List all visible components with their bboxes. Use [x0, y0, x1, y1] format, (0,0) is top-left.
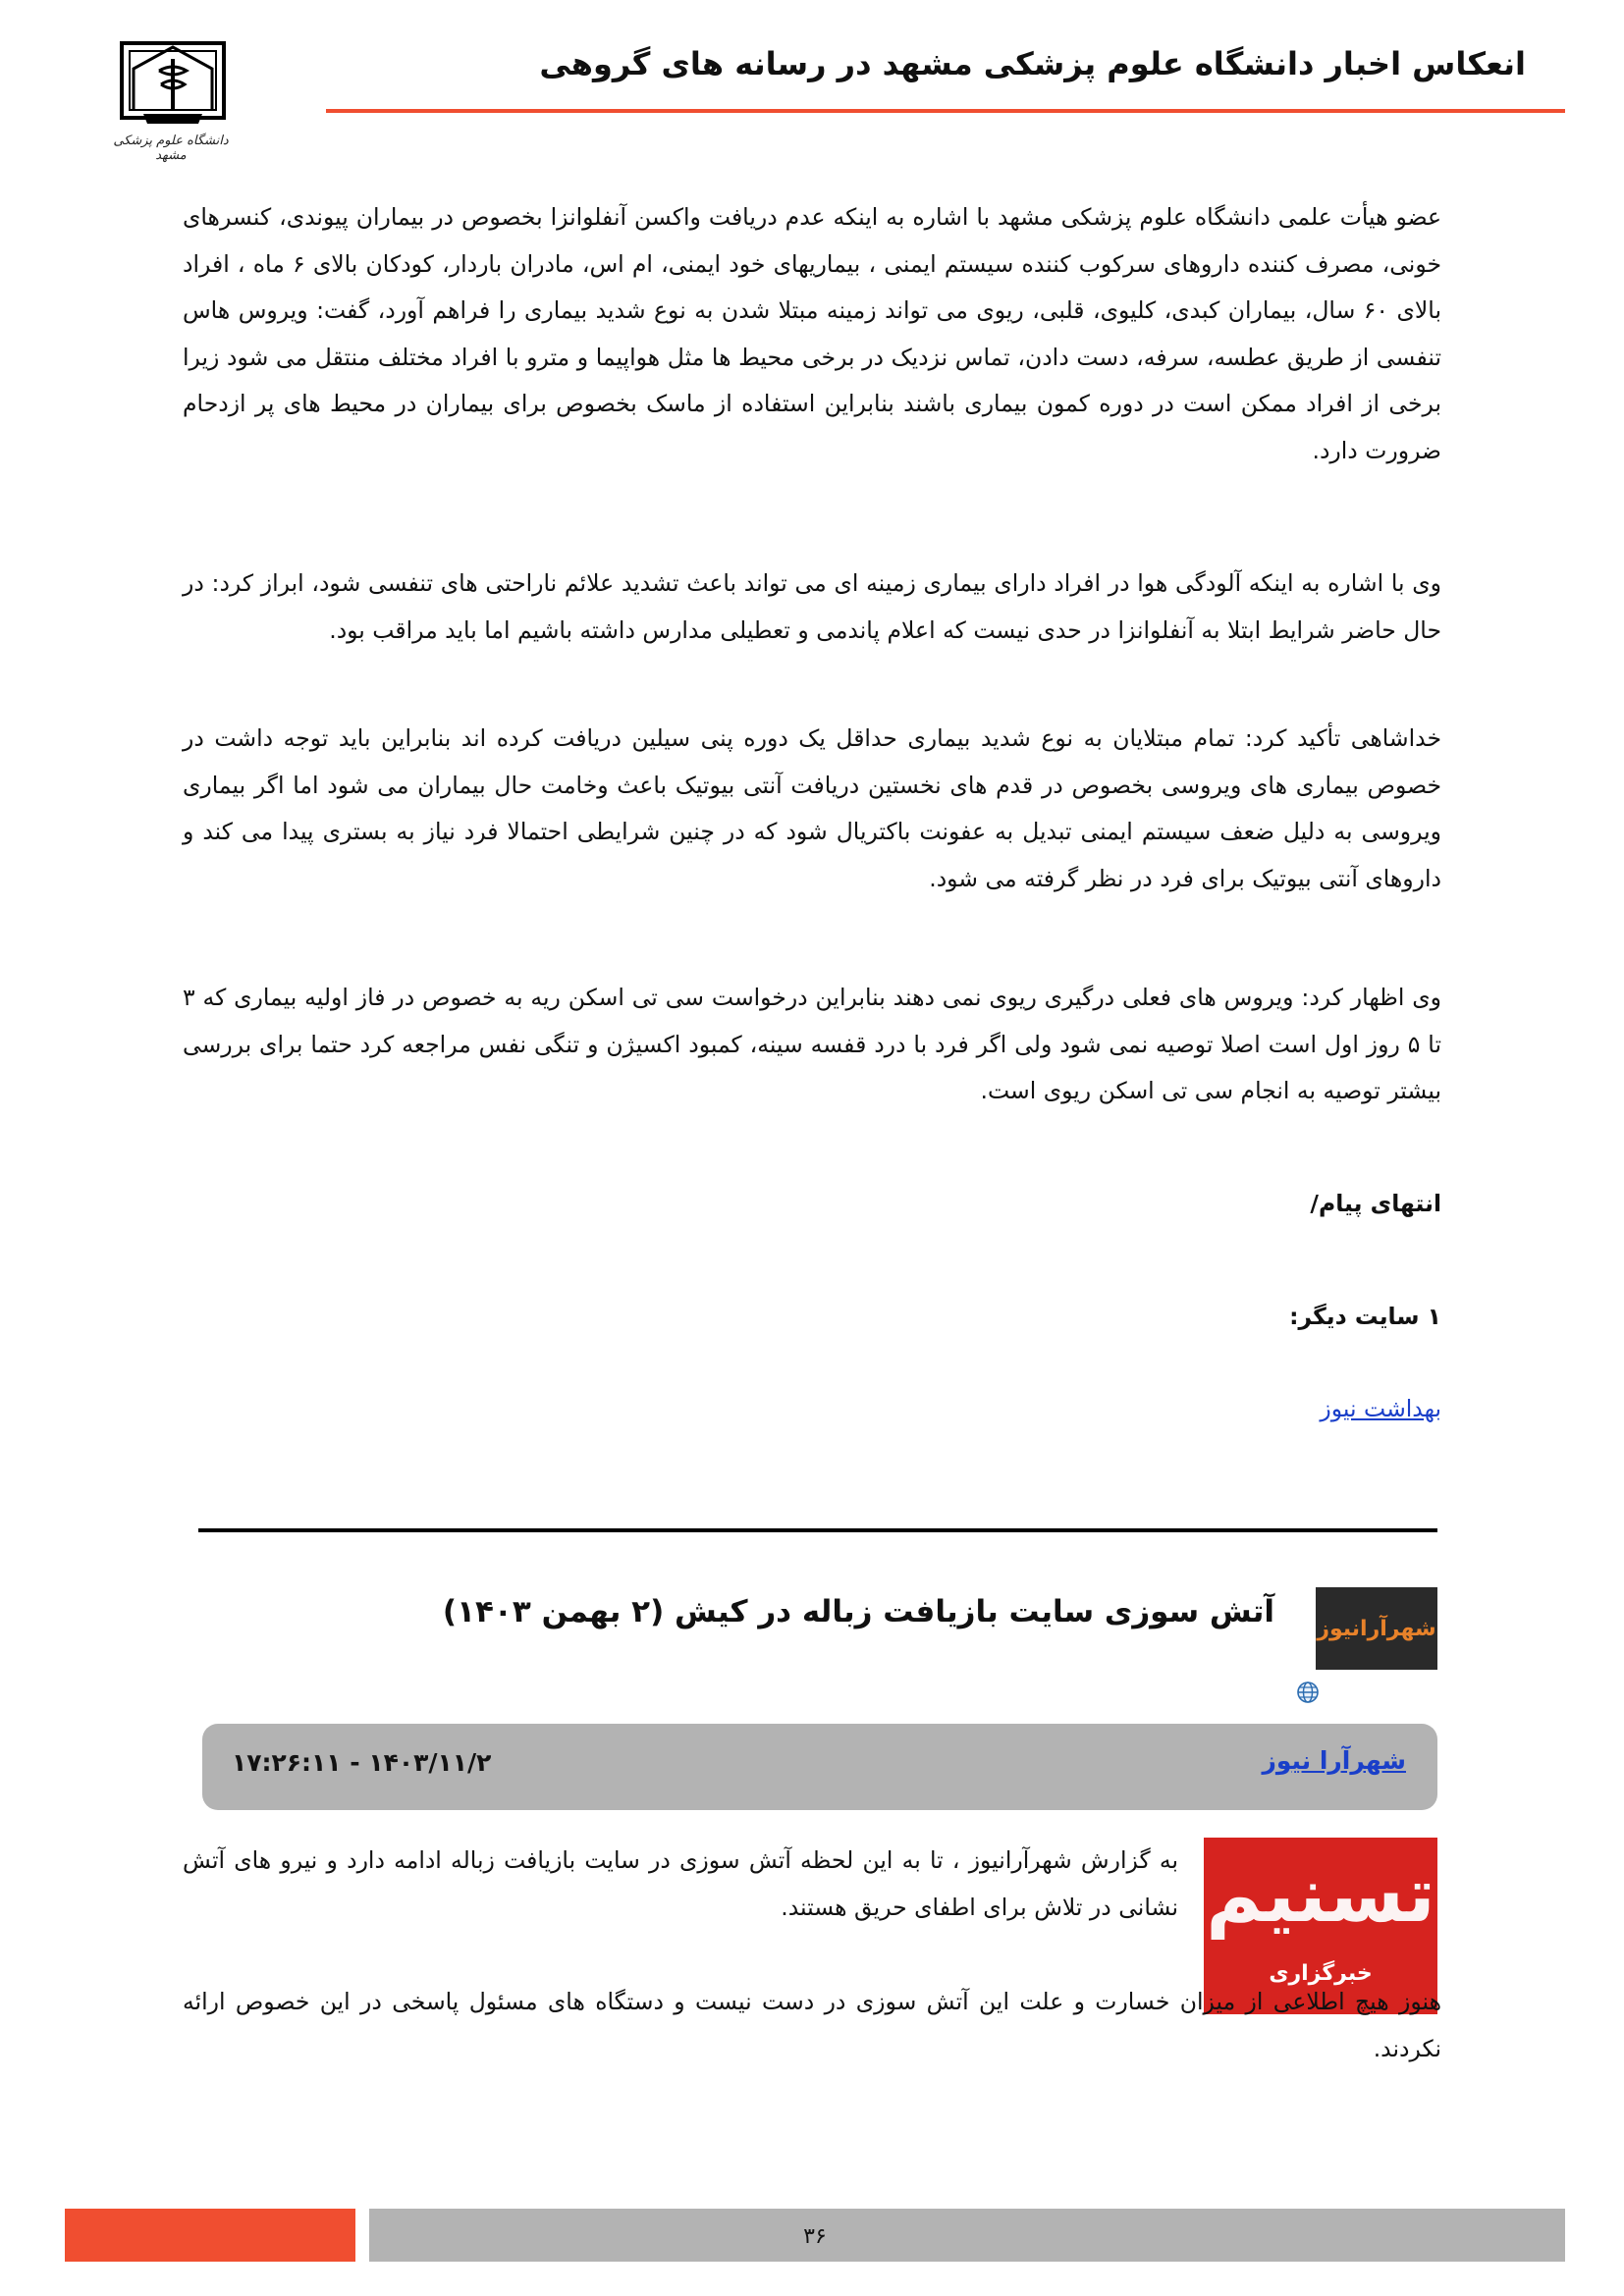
- news-source-link[interactable]: شهرآرا نیوز: [1262, 1746, 1406, 1775]
- paragraph-text: عضو هیأت علمی دانشگاه علوم پزشکی مشهد با اشاره به اینکه عدم دریافت واکسن آنفلوانزا بخصوص در بیماران پیوندی، کنسرهای خونی، مصرف کننده داروهای سرکوب کننده سیستم ایمنی ، بیماریهای خود ایمنی، ام اس، مادران باردار، کودکان بالای ۶ ماه ، افراد بالای ۶۰ سال، بیماران کبدی، کلیوی، قلبی، ریوی می تواند زمینه مبتلا شدن به نوع شدید بیماری را فراهم آورد، گفت: ویروس هاس تنفسی از طریق عطسه، سرفه، دست دادن، تماس نزدیک در برخی محیط ها مثل هواپیما و مترو با افراد مختلف منتقل می شود زیرا برخی از افراد ممکن است در دوره کمون بیماری باشند بنابراین استفاده از ماسک بخصوص برای بیماران در محیط های پر ازدحام ضرورت دارد.: [183, 203, 1441, 464]
- globe-icon[interactable]: [1296, 1681, 1320, 1704]
- news-source-logo: شهرآرانیوز: [1316, 1587, 1437, 1670]
- article-paragraph: [183, 1979, 1441, 2072]
- article-paragraph: [183, 716, 1441, 902]
- other-site-link[interactable]: بهداشت نیوز: [1320, 1395, 1441, 1422]
- article-paragraph: [183, 561, 1441, 654]
- footer-bar: [369, 2209, 1565, 2262]
- paragraph-text: خداشاهی تأکید کرد: تمام مبتلایان به نوع شدید بیماری حداقل یک دوره پنی سیلین دریافت کرده اند بنابراین باید توجه داشت در خصوص بیماری های ویروسی بخصوص در قدم های نخستین دریافت آنتی بیوتیک باعث وخامت حال بیماران می شود اما اگر بیماری ویروسی به دلیل ضعف سیستم ایمنی تبدیل به عفونت باکتریال شود که در چنین شرایطی احتمالا فرد نیاز به بستری پیدا می کند و داروهای آنتی بیوتیک برای فرد در نظر گرفته می شود.: [183, 724, 1441, 892]
- tasnim-logo-title: تسنیم: [1206, 1851, 1435, 1940]
- news-datetime: ۱۴۰۳/۱۱/۲ - ۱۷:۲۶:۱۱: [232, 1748, 492, 1777]
- section-divider: [198, 1528, 1437, 1532]
- tasnim-logo-subtitle: خبرگزاری: [1269, 1961, 1373, 1986]
- footer-accent-bar: [65, 2209, 355, 2262]
- article-paragraph: [183, 975, 1441, 1115]
- page-number: ۳۶: [803, 2224, 827, 2249]
- page-header-title: انعکاس اخبار دانشگاه علوم پزشکی مشهد در رسانه های گروهی: [539, 45, 1526, 82]
- paragraph-text: هنوز هیچ اطلاعی از میزان خسارت و علت این آتش سوزی در دست نیست و دستگاه های مسئول پاسخی در این خصوص ارائه نکردند.: [183, 1988, 1441, 2062]
- paragraph-text: به گزارش شهرآرانیوز ، تا به این لحظه آتش سوزی در سایت بازیافت زباله ادامه دارد و نیرو های آتش نشانی در تلاش برای اطفای حریق هستند.: [183, 1846, 1178, 1921]
- logo-caption: دانشگاه علوم پزشکی مشهد: [113, 133, 229, 163]
- article-paragraph: [183, 1838, 1178, 1931]
- news-title: آتش سوزی سایت بازیافت زباله در کیش (۲ بهمن ۱۴۰۳): [442, 1594, 1274, 1629]
- other-sites-label: ۱ سایت دیگر:: [1289, 1303, 1441, 1330]
- paragraph-text: وی اظهار کرد: ویروس های فعلی درگیری ریوی نمی دهند بنابراین درخواست سی تی اسکن ریه به خصوص در فاز اولیه بیماری که ۳ تا ۵ روز اول است اصلا توصیه نمی شود ولی اگر فرد با درد قفسه سینه، کمبود اکسیژن و تنگی نفس مراجعه کرد حتما برای بررسی بیشتر توصیه به انجام سی تی اسکن ریوی است.: [183, 984, 1441, 1105]
- header-divider: [326, 109, 1565, 113]
- paragraph-text: وی با اشاره به اینکه آلودگی هوا در افراد دارای بیماری زمینه ای می تواند باعث تشدید علائم ناراحتی های تنفسی شود، ابراز کرد: در حال حاضر شرایط ابتلا به آنفلوانزا در حدی نیست که اعلام پاندمی و تعطیلی مدارس داشته باشیم اما باید مراقب بود.: [183, 569, 1441, 644]
- article-paragraph: [183, 194, 1441, 475]
- end-of-message: انتهای پیام/: [1310, 1190, 1441, 1217]
